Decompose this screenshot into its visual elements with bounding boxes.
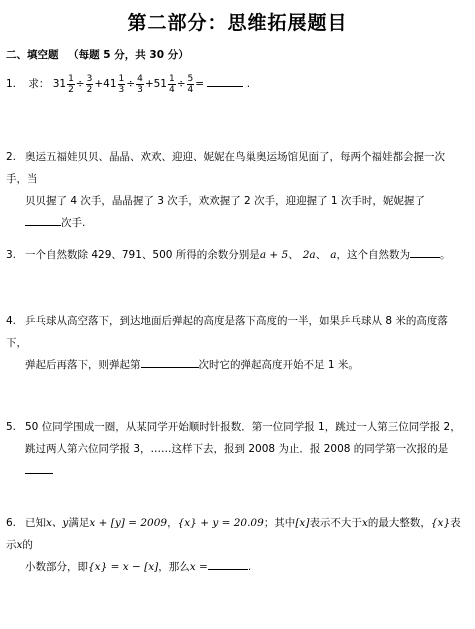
question-line — [6, 438, 461, 482]
question-text: 50 位同学围成一圈，从某同学开始顺时针报数．第一位同学报 1，跳过一人第三位同学报 2， — [25, 421, 461, 433]
question-2 — [6, 146, 461, 234]
denominator: 4 — [169, 84, 175, 95]
whole-number: 41 — [103, 78, 117, 90]
whole-number: 31 — [52, 78, 67, 90]
whole-number: 51 — [153, 78, 167, 90]
fraction — [187, 74, 195, 95]
fraction — [118, 74, 126, 95]
operator: + — [144, 78, 154, 90]
operator: + — [94, 78, 104, 90]
math-expression: {x} + y = 20.09 — [177, 517, 264, 529]
question-text: 贝贝握了 4 次手，晶晶握了 3 次手，欢欢握了 2 次手，迎迎握了 1 次手时，妮妮握了 — [25, 195, 425, 207]
question-number: 6. — [6, 517, 17, 529]
question-text: 乒乓球从高空落下，到达地面后弹起的高度是落下高度的一半，如果乒乓球从 8 米的高度落下， — [6, 315, 448, 349]
question-text: 跳过两人第六位同学报 3，……这样下去，报到 2008 为止．报 2008 的同学第一次报的是 — [25, 443, 449, 455]
fraction — [136, 74, 144, 95]
math-expression: x — [361, 517, 368, 529]
question-text: 表示 — [6, 517, 461, 551]
numerator: 1 — [68, 73, 74, 84]
math-expression: x — [16, 539, 23, 551]
numerator: 5 — [187, 73, 194, 84]
question-text: ；其中 — [263, 517, 296, 529]
math-expression: 2a — [302, 249, 316, 261]
fraction — [86, 74, 94, 95]
question-text: 奥运五福娃贝贝、晶晶、欢欢、迎迎、妮妮在鸟巢奥运场馆见面了，每两个福娃都会握一次手，当 — [6, 151, 445, 185]
question-number: 3. — [6, 249, 17, 261]
answer-blank[interactable] — [208, 557, 248, 570]
question-suffix: 。 — [439, 249, 451, 261]
question-text: 的最大整数， — [367, 517, 431, 529]
numerator: 1 — [118, 73, 125, 84]
answer-blank[interactable] — [25, 213, 61, 226]
question-number: 4. — [6, 315, 17, 327]
math-expression: a + 5 — [259, 249, 289, 261]
operator: ÷ — [176, 78, 186, 90]
question-text: 次手. — [61, 217, 86, 229]
operator: ÷ — [75, 78, 85, 90]
question-text: ，这个自然数为 — [336, 249, 410, 261]
answer-blank[interactable] — [410, 245, 440, 258]
question-6 — [6, 512, 461, 578]
denominator: 4 — [187, 84, 194, 95]
question-line — [6, 354, 461, 376]
math-expression: x + [y] = 2009 — [89, 517, 168, 529]
denominator: 3 — [137, 84, 143, 95]
question-number: 1. — [6, 78, 17, 90]
question-suffix: . — [246, 78, 251, 90]
math-expression — [52, 73, 205, 95]
question-text: 小数部分，即 — [25, 561, 88, 573]
question-text: 弹起后再落下，则弹起第 — [25, 359, 141, 371]
math-expression: a — [330, 249, 337, 261]
denominator: 2 — [86, 84, 93, 95]
question-text: 表示不大于 — [309, 517, 362, 529]
question-text: 次时它的弹起高度开始不足 1 米。 — [198, 359, 359, 371]
operator: = — [195, 78, 205, 90]
question-prefix: 求： — [28, 78, 50, 90]
answer-blank[interactable] — [25, 461, 53, 474]
question-number: 5. — [6, 421, 17, 433]
math-expression: {x} = x − [x] — [88, 561, 159, 573]
numerator: 1 — [169, 73, 175, 84]
section-note: （每题 5 分，共 30 分） — [68, 49, 189, 61]
math-expression: x、y — [46, 517, 69, 529]
denominator: 3 — [118, 84, 125, 95]
denominator: 2 — [68, 84, 74, 95]
question-text: 一个自然数除 429、791、500 所得的余数分别是 — [25, 249, 260, 261]
question-5 — [6, 416, 461, 482]
question-1 — [6, 73, 461, 95]
answer-blank[interactable] — [141, 355, 199, 368]
numerator: 4 — [137, 73, 143, 84]
question-text: 已知 — [25, 517, 46, 529]
question-line — [6, 212, 461, 234]
math-expression: [x] — [295, 517, 310, 529]
question-text: ，那么 — [158, 561, 190, 573]
page-title: 第二部分：思维拓展题目 — [127, 12, 348, 34]
question-number: 2. — [6, 151, 17, 163]
question-4 — [6, 310, 461, 376]
section-heading — [6, 47, 189, 62]
operator: ÷ — [126, 78, 136, 90]
question-line — [6, 556, 461, 578]
math-expression: x = — [189, 561, 208, 573]
separator: ， — [167, 517, 178, 529]
question-3 — [6, 244, 461, 266]
question-text: 满足 — [68, 517, 90, 529]
answer-blank[interactable] — [207, 74, 243, 87]
math-expression: {x} — [430, 517, 451, 529]
question-text: 的 — [22, 539, 33, 551]
separator: 、 — [315, 249, 327, 261]
section-label: 二、填空题 — [6, 49, 59, 61]
numerator: 3 — [86, 73, 93, 84]
separator: 、 — [288, 249, 299, 261]
fraction — [168, 74, 176, 95]
fraction — [67, 74, 75, 95]
question-suffix: . — [247, 561, 252, 573]
